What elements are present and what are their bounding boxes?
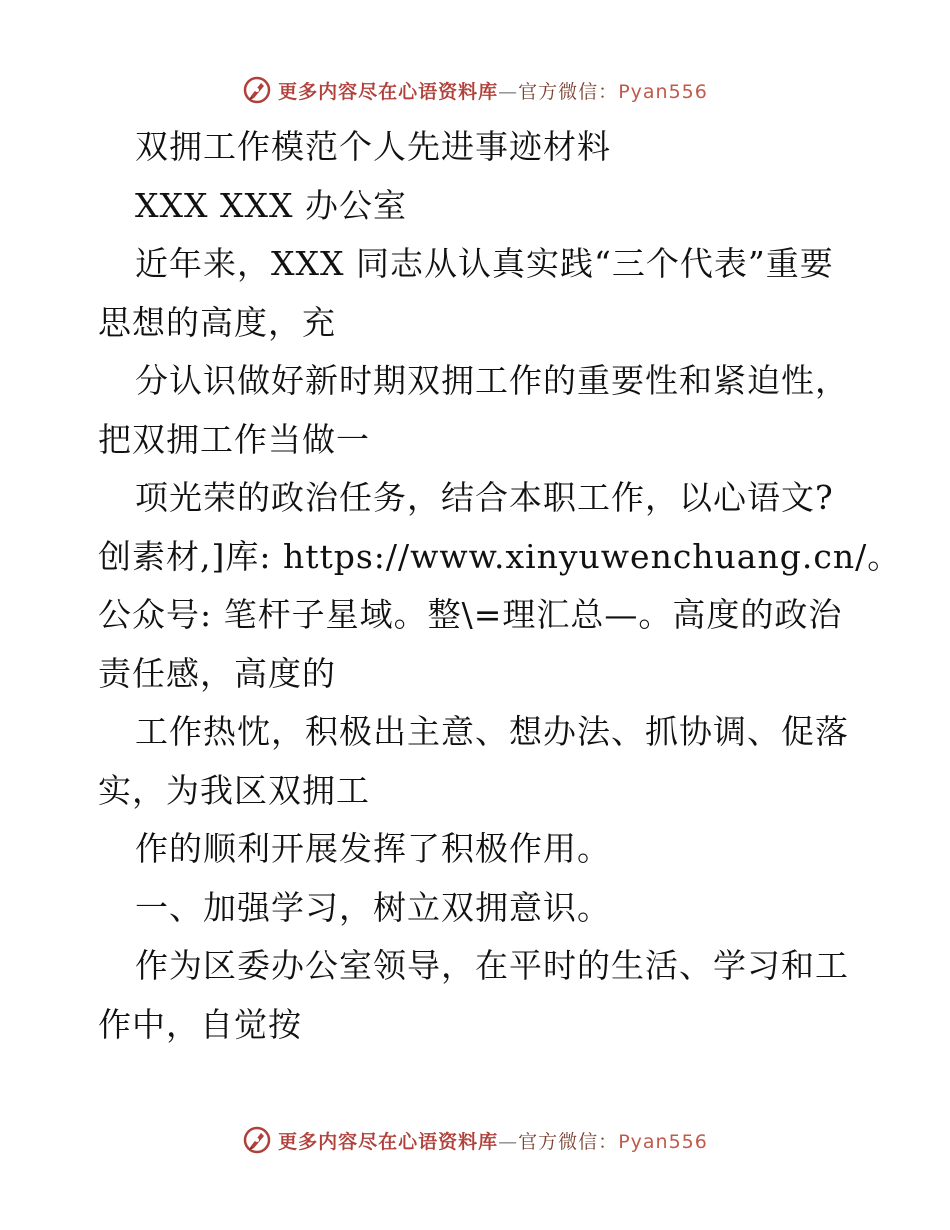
header-slogan: 更多内容尽在心语资料库 (278, 80, 499, 103)
paragraph-line: 思想的高度，充 (98, 302, 336, 342)
footer-slogan: 更多内容尽在心语资料库 (278, 1130, 499, 1153)
paragraph-line: 分认识做好新时期双拥工作的重要性和紧迫性， (135, 361, 849, 400)
paragraph-line: 作的顺利开展发挥了积极作用。 (135, 829, 611, 868)
section-heading: 一、加强学习，树立双拥意识。 (135, 887, 611, 927)
paragraph-line: 作为区委办公室领导，在平时的生活、学习和工 (135, 946, 849, 985)
paragraph-line: 创素材,]库: https://www.xinyuwenchuang.cn/。 (98, 536, 902, 576)
header-wechat-id: Pyan556 (618, 80, 708, 103)
paragraph-line: 近年来，XXX 同志从认真实践“三个代表”重要 (135, 244, 834, 283)
paragraph-line: 工作热忱，积极出主意、想办法、抓协调、促落 (135, 712, 849, 751)
document-title: 双拥工作模范个人先进事迹材料 (135, 127, 611, 166)
document-body (98, 118, 902, 1054)
header-wechat-label: 官方微信： (518, 80, 619, 103)
quill-pen-logo-icon (242, 1125, 272, 1155)
footer-banner-text (278, 1127, 708, 1154)
header-banner (0, 70, 950, 110)
footer-dash: — (498, 1130, 519, 1153)
header-dash: — (498, 80, 519, 103)
document-author: XXX XXX 办公室 (135, 185, 407, 225)
header-banner-text (278, 77, 708, 104)
footer-wechat-id: Pyan556 (618, 1130, 708, 1153)
paragraph-line: 作中，自觉按 (98, 1004, 302, 1044)
footer-banner (0, 1120, 950, 1160)
paragraph-line: 责任感，高度的 (98, 653, 336, 693)
paragraph-line: 实，为我区双拥工 (98, 770, 370, 810)
quill-pen-logo-icon (242, 75, 272, 105)
paragraph-line: 公众号: 笔杆子星域。整\=理汇总—。高度的政治 (98, 595, 843, 634)
paragraph-line: 项光荣的政治任务，结合本职工作，以心语文? (135, 478, 834, 517)
paragraph-line: 把双拥工作当做一 (98, 419, 370, 459)
footer-wechat-label: 官方微信： (518, 1130, 619, 1153)
